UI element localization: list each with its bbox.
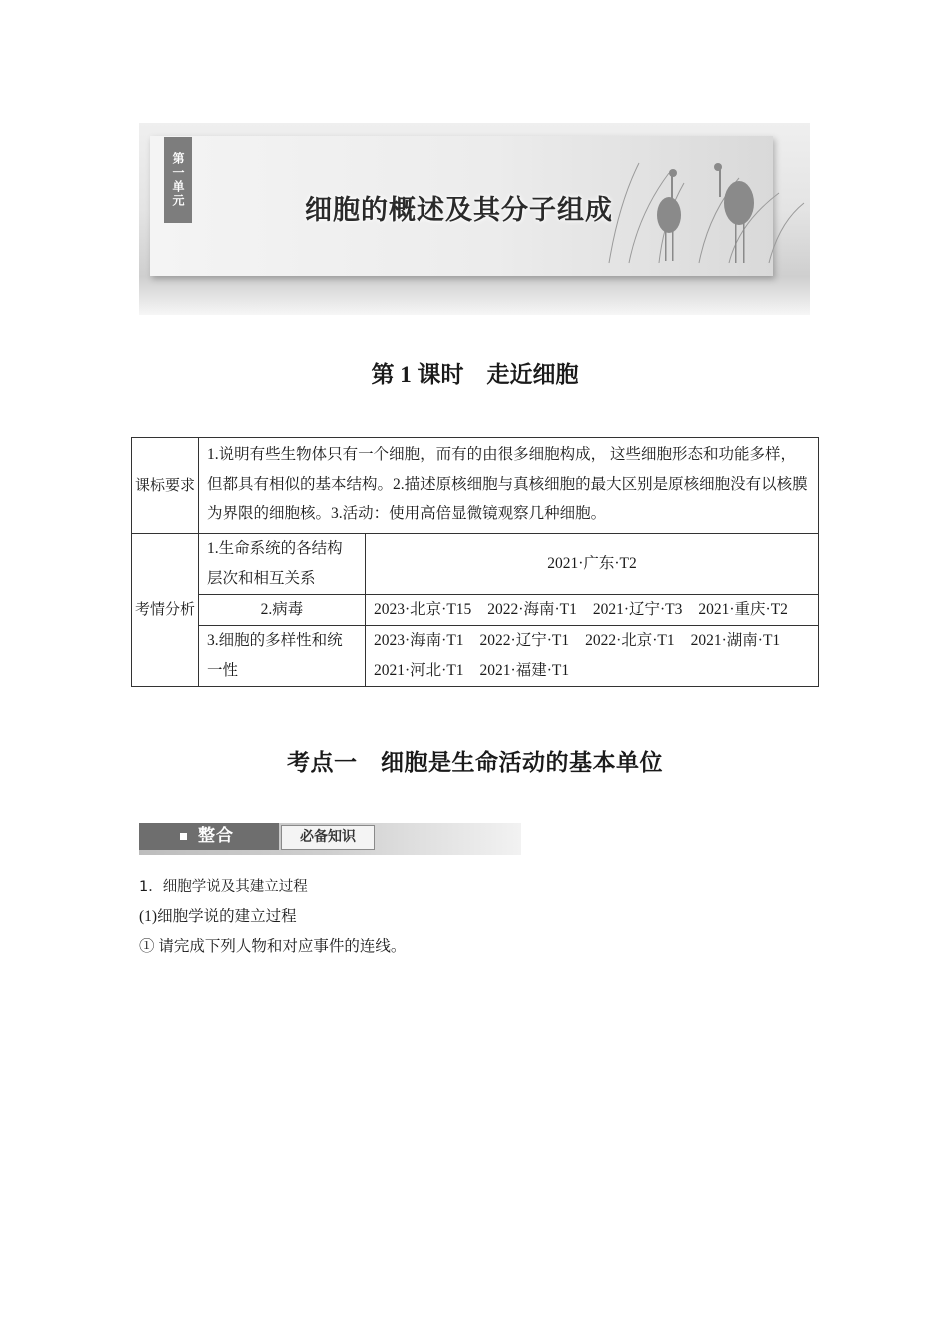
table-row — [132, 533, 819, 594]
requirements-table — [131, 437, 819, 687]
section-bar-sub: 必备知识 — [281, 825, 375, 850]
paragraph: ① 请完成下列人物和对应事件的连线。 — [139, 938, 407, 955]
standards-header: 课标要求 — [132, 438, 199, 534]
exam-cell: 2023·北京·T15 2022·海南·T1 2021·辽宁·T3 2021·重庆·T2 — [366, 594, 819, 625]
analysis-header: 考情分析 — [132, 533, 199, 686]
paragraph: 1．细胞学说及其建立过程 — [139, 879, 308, 895]
key-point-title: 考点一 细胞是生命活动的基本单位 — [287, 750, 663, 775]
table-row — [132, 594, 819, 625]
exam-cell: 2023·海南·T1 2022·辽宁·T1 2022·北京·T1 2021·湖南·T1 2021·河北·T1 2021·福建·T1 — [366, 625, 819, 686]
topic-cell: 1.生命系统的各结构层次和相互关系 — [199, 533, 366, 594]
topic-cell: 3.细胞的多样性和统一性 — [199, 625, 366, 686]
topic-cell: 2.病毒 — [199, 594, 366, 625]
paragraph: (1)细胞学说的建立过程 — [139, 908, 297, 925]
lesson-title: 第 1 课时 走近细胞 — [371, 362, 579, 387]
unit-title: 细胞的概述及其分子组成 — [305, 195, 613, 226]
exam-cell: 2021·广东·T2 — [366, 533, 819, 594]
standards-text: 1.说明有些生物体只有一个细胞，而有的由很多细胞构成， 这些细胞形态和功能多样，但都具有相似的基本结构。2.描述原核细胞与真核细胞的最大区别是原核细胞没有以核膜为界限的细胞核。3.活动：使用高倍显微镜观察几种细胞。 — [199, 438, 819, 534]
table-row — [132, 438, 819, 534]
unit-tag: 第一单元 — [164, 137, 192, 223]
section-bar-main: 整合 — [139, 823, 279, 850]
square-icon — [180, 833, 187, 840]
table-row — [132, 625, 819, 686]
